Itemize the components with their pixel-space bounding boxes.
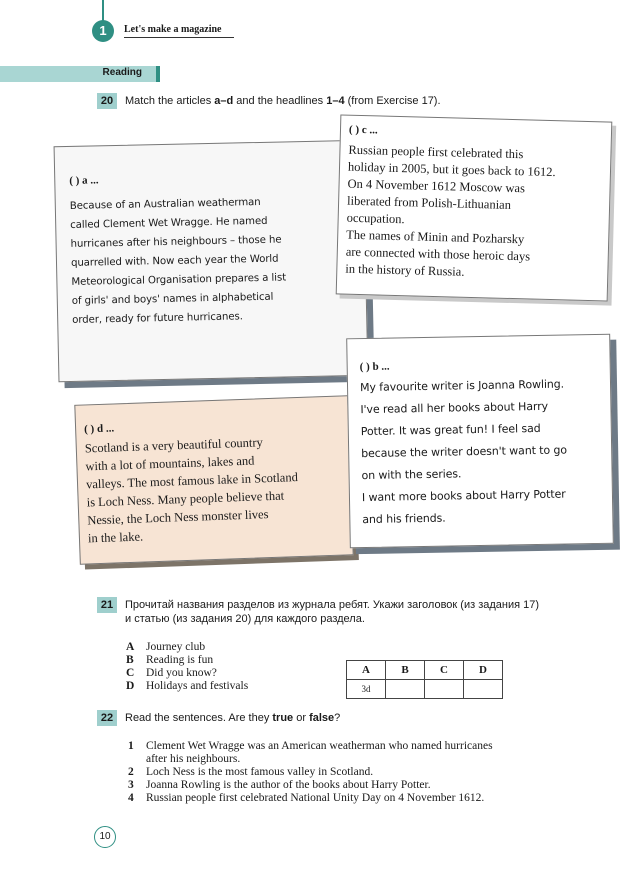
unit-line — [102, 0, 104, 22]
list-item: 2 Loch Ness is the most famous valley in Scotland. — [128, 766, 374, 778]
article-card-a — [54, 140, 369, 382]
article-c-text: Russian people first celebrated this holiday in 2005, but it goes back to 1612. On 4 November 1612 Moscow was liberated from Polish-Lithuanian occupation. The names of Minin and Pozharsky are connected with those heroic days in the history of Russia. — [345, 142, 556, 279]
unit-badge: 1 — [92, 20, 114, 42]
list-item: B Reading is fun — [126, 654, 214, 666]
article-card-d — [74, 395, 353, 564]
list-item: C Did you know? — [126, 667, 217, 679]
article-c-tag: ( ) c ... — [348, 123, 378, 137]
article-d-text: Scotland is a very beautiful country with a lot of mountains, lakes and valleys. The most famous lake in Scotland is Loch Ness. Many people believe that Nessie, the Loch Ness monster lives in the lake. — [84, 435, 299, 546]
article-b-tag: ( ) b ... — [359, 360, 390, 374]
section-list — [126, 641, 248, 693]
list-item: 3 Joanna Rowling is the author of the books about Harry Potter. — [128, 779, 431, 791]
answer-cell — [464, 680, 503, 699]
table-header: D — [464, 661, 503, 680]
table-header: A — [347, 661, 386, 680]
list-item: 4 Russian people first celebrated National Unity Day on 4 November 1612. — [128, 792, 485, 804]
article-d-tag: ( ) d ... — [83, 422, 115, 436]
unit-title: Let's make a magazine — [124, 24, 234, 38]
exercise-22-instruction: Read the sentences. Are they true or false? — [125, 712, 341, 724]
exercise-20-number: 20 — [97, 93, 117, 109]
answer-cell: 3d — [347, 680, 386, 699]
list-item: 1 Clement Wet Wragge was an American weatherman who named hurricanes after his neighbours. — [128, 740, 493, 765]
table-header: C — [425, 661, 464, 680]
list-item: A Journey club — [126, 641, 206, 653]
exercise-21-number: 21 — [97, 597, 117, 613]
article-card-b — [346, 334, 614, 549]
article-a-tag: ( ) a ... — [69, 174, 99, 187]
answer-cell — [425, 680, 464, 699]
answer-cell — [386, 680, 425, 699]
table-header: B — [386, 661, 425, 680]
exercise-22-number: 22 — [97, 710, 117, 726]
article-a-text: Because of an Australian weatherman called Clement Wet Wragge. He named hurricanes after his neighbours – those he quarrelled with. Now each year the World Meteorological Organisation prepares a list of girls' and boys' names in alphabetical order, ready for future hurricanes. — [69, 196, 287, 326]
true-false-list — [128, 740, 598, 805]
list-item: D Holidays and festivals — [126, 680, 249, 692]
exercise-21-instruction: Прочитай названия разделов из журнала ребят. Укажи заголовок (из задания 17) и статью (из задания 20) для каждого раздела. — [125, 599, 540, 625]
article-b-text: My favourite writer is Joanna Rowling. I've read all her books about Harry Potter. It was great fun! I feel sad because the writer doesn't want to go on with the series. I want more books about Harry Potter and his friends. — [359, 377, 568, 527]
page-number: 10 — [94, 826, 116, 848]
article-card-c — [336, 114, 613, 301]
answer-table — [346, 660, 503, 699]
section-bar — [0, 66, 160, 82]
section-label: Reading — [102, 67, 142, 78]
exercise-20-instruction: Match the articles a–d and the headlines 1–4 (from Exercise 17). — [125, 95, 441, 107]
